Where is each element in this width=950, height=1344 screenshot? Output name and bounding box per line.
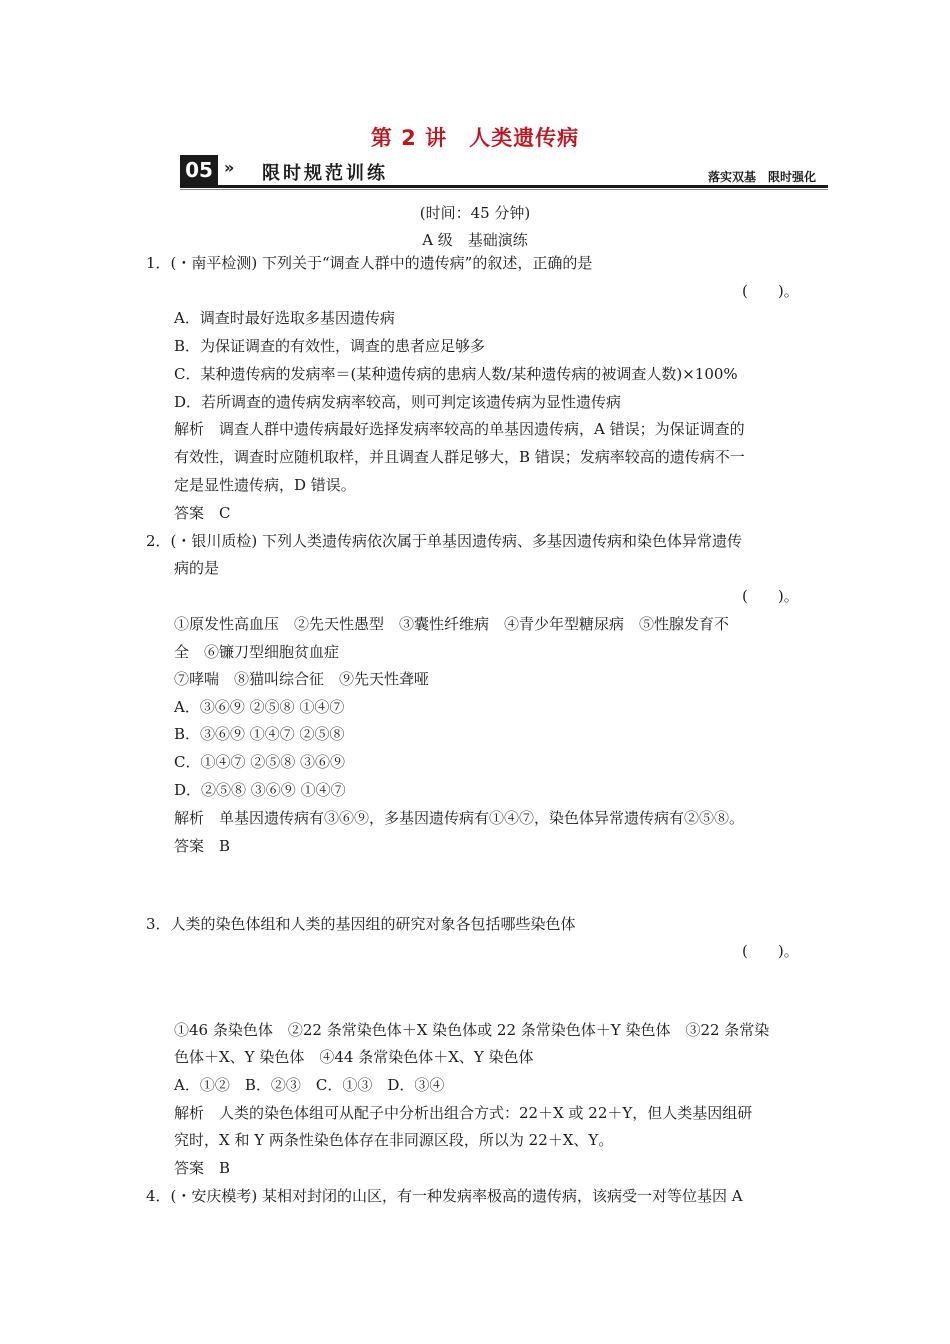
question-2-bracket: ( )。 [742, 587, 799, 605]
chevron-icon: » [224, 158, 235, 177]
question-3-answer: 答案 B [174, 1159, 231, 1177]
question-2-stem: 2．(・银川质检) 下列人类遗传病依次属于单基因遗传病、多基因遗传病和染色体异常遗传 [146, 532, 743, 550]
question-3-item-line: ①46 条染色体 ②22 条常染色体＋X 染色体或 22 条常染色体＋Y 染色体 ③22 条常染 [174, 1021, 770, 1039]
question-1-analysis-line: 有效性，调查时应随机取样，并且调查人群足够大，B 错误；发病率较高的遗传病不一 [174, 448, 745, 466]
question-3-analysis-line: 解析 人类的染色体组可从配子中分析出组合方式：22＋X 或 22＋Y，但人类基因组研 [174, 1104, 753, 1122]
question-3-item-line: 色体＋X、Y 染色体 ④44 条常染色体＋X、Y 染色体 [174, 1048, 534, 1066]
question-1-analysis-line: 解析 调查人群中遗传病最好选择发病率较高的单基因遗传病，A 错误；为保证调查的 [174, 420, 745, 438]
section-slogan: 落实双基 限时强化 [707, 170, 816, 184]
question-3-analysis-line: 究时，X 和 Y 两条性染色体存在非同源区段，所以为 22＋X、Y。 [174, 1131, 614, 1149]
question-3-stem: 3．人类的染色体组和人类的基因组的研究对象各包括哪些染色体 [146, 915, 576, 933]
question-1-bracket: ( )。 [742, 282, 799, 300]
question-1-analysis-line: 定是显性遗传病，D 错误。 [174, 476, 356, 494]
time-note: (时间：45 分钟) [419, 204, 531, 222]
banner-rule-thin [180, 189, 828, 190]
level-heading: A 级 基础演练 [422, 231, 528, 249]
question-2-answer: 答案 B [174, 837, 231, 855]
page-title: 第 2 讲 人类遗传病 [370, 126, 580, 150]
question-3-bracket: ( )。 [742, 942, 799, 960]
question-1-answer: 答案 C [174, 504, 231, 522]
question-1-option-b: B．为保证调查的有效性，调查的患者应足够多 [174, 337, 486, 355]
question-2-item-line: 全 ⑥镰刀型细胞贫血症 [174, 643, 340, 661]
question-2-option-d: D．②⑤⑧ ③⑥⑨ ①④⑦ [174, 781, 346, 799]
section-title: 限时规范训练 [262, 163, 388, 184]
question-1-stem: 1．(・南平检测) 下列关于“调查人群中的遗传病”的叙述，正确的是 [146, 254, 593, 272]
question-3-options: A．①② B．②③ C．①③ D．③④ [174, 1076, 445, 1094]
question-4-stem: 4．(・安庆模考) 某相对封闭的山区，有一种发病率极高的遗传病，该病受一对等位基因 A [146, 1187, 743, 1205]
question-2-option-b: B．③⑥⑨ ①④⑦ ②⑤⑧ [174, 725, 345, 743]
question-1-option-d: D．若所调查的遗传病发病率较高，则可判定该遗传病为显性遗传病 [174, 393, 622, 411]
question-1-option-c: C．某种遗传病的发病率＝(某种遗传病的患病人数/某种遗传病的被调查人数)×100% [174, 365, 738, 383]
question-2-option-c: C．①④⑦ ②⑤⑧ ③⑥⑨ [174, 753, 346, 771]
question-2-analysis: 解析 单基因遗传病有③⑥⑨，多基因遗传病有①④⑦，染色体异常遗传病有②⑤⑧。 [174, 809, 745, 827]
question-2-item-line: ⑦哮喘 ⑧猫叫综合征 ⑨先天性聋哑 [174, 670, 430, 688]
question-1-option-a: A．调查时最好选取多基因遗传病 [174, 309, 395, 327]
banner-rule [180, 185, 828, 188]
section-banner [180, 152, 830, 192]
question-2-option-a: A．③⑥⑨ ②⑤⑧ ①④⑦ [174, 698, 345, 716]
section-number: 05 [180, 155, 218, 185]
question-2-stem-cont: 病的是 [174, 559, 220, 577]
question-2-item-line: ①原发性高血压 ②先天性愚型 ③囊性纤维病 ④青少年型糖尿病 ⑤性腺发育不 [174, 615, 730, 633]
